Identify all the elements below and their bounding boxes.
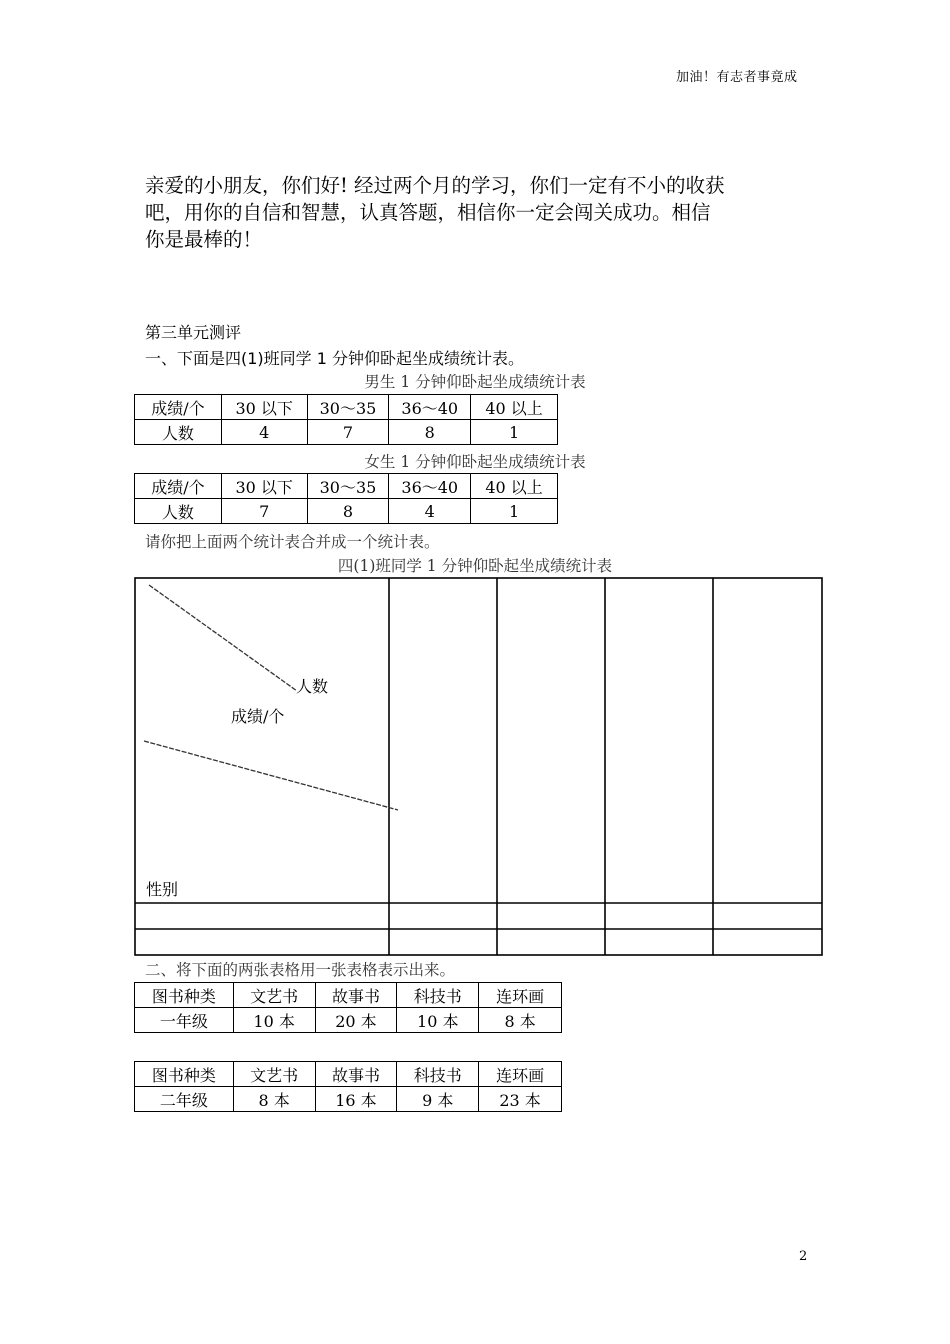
table-row xyxy=(135,499,558,524)
unit-title: 第三单元测评 xyxy=(145,323,242,342)
page-header-motto: 加油！有志者事竟成 xyxy=(676,70,798,85)
table-cell: 10 本 xyxy=(233,1008,315,1033)
table-cell: 1 xyxy=(471,499,558,524)
table-cell: 30 以下 xyxy=(221,474,307,499)
table-cell: 40 以上 xyxy=(471,474,558,499)
girls-score-table xyxy=(134,473,558,524)
table-cell: 16 本 xyxy=(315,1087,397,1112)
table-cell: 8 xyxy=(307,499,389,524)
combined-table-grid xyxy=(134,577,823,956)
table-cell: 9 本 xyxy=(397,1087,479,1112)
diagonal-line-lower xyxy=(144,741,398,810)
table-cell: 36～40 xyxy=(389,474,471,499)
page-number: 2 xyxy=(799,1249,808,1264)
table-cell: 图书种类 xyxy=(135,983,234,1008)
table-cell: 7 xyxy=(307,420,389,445)
table-cell: 故事书 xyxy=(315,1062,397,1087)
diagonal-line-upper xyxy=(149,585,297,691)
table-header-row xyxy=(135,1062,562,1087)
table-header-row xyxy=(135,474,558,499)
table-cell: 4 xyxy=(389,499,471,524)
intro-line-3: 你是最棒的！ xyxy=(145,228,263,251)
table-cell: 7 xyxy=(221,499,307,524)
intro-line-2: 吧，用你的自信和智慧，认真答题，相信你一定会闯关成功。相信 xyxy=(145,201,711,224)
table-cell: 40 以上 xyxy=(471,395,558,420)
table-cell: 图书种类 xyxy=(135,1062,234,1087)
table-cell: 8 xyxy=(389,420,471,445)
table-cell: 1 xyxy=(471,420,558,445)
count-header-label: 人数 xyxy=(296,677,329,696)
table-cell: 23 本 xyxy=(479,1087,562,1112)
table-cell: 8 本 xyxy=(233,1087,315,1112)
table-cell: 8 本 xyxy=(479,1008,562,1033)
table-cell: 人数 xyxy=(135,499,222,524)
table-row xyxy=(135,420,558,445)
table-cell: 科技书 xyxy=(397,983,479,1008)
table-header-row xyxy=(135,395,558,420)
boys-score-table xyxy=(134,394,558,445)
table-cell: 人数 xyxy=(135,420,222,445)
table-cell: 30 以下 xyxy=(221,395,307,420)
combined-table-caption: 四(1)班同学 1 分钟仰卧起坐成绩统计表 xyxy=(337,557,613,575)
table-cell: 一年级 xyxy=(135,1008,234,1033)
question-1-prompt: 一、下面是四(1)班同学 1 分钟仰卧起坐成绩统计表。 xyxy=(145,349,525,368)
table-cell: 连环画 xyxy=(479,983,562,1008)
girls-table-caption: 女生 1 分钟仰卧起坐成绩统计表 xyxy=(364,453,586,471)
combined-blank-table xyxy=(134,577,823,956)
intro-paragraph xyxy=(145,172,815,253)
table-cell: 文艺书 xyxy=(233,1062,315,1087)
table-cell: 连环画 xyxy=(479,1062,562,1087)
table-cell: 30～35 xyxy=(307,395,389,420)
table-cell: 20 本 xyxy=(315,1008,397,1033)
table-cell: 4 xyxy=(221,420,307,445)
table-cell: 二年级 xyxy=(135,1087,234,1112)
table-row xyxy=(135,1008,562,1033)
question-2-prompt: 二、将下面的两张表格用一张表格表示出来。 xyxy=(145,961,456,979)
grade2-books-table xyxy=(134,1061,562,1112)
table-cell: 30～35 xyxy=(307,474,389,499)
grade1-books-table xyxy=(134,982,562,1033)
table-cell: 36～40 xyxy=(389,395,471,420)
table-header-row xyxy=(135,983,562,1008)
boys-table-caption: 男生 1 分钟仰卧起坐成绩统计表 xyxy=(364,373,586,391)
table-cell: 科技书 xyxy=(397,1062,479,1087)
score-header-label: 成绩/个 xyxy=(231,707,285,726)
table-cell: 成绩/个 xyxy=(135,395,222,420)
intro-line-1: 亲爱的小朋友，你们好! 经过两个月的学习，你们一定有不小的收获 xyxy=(145,174,725,197)
gender-header-label: 性别 xyxy=(146,880,179,899)
table-cell: 故事书 xyxy=(315,983,397,1008)
table-cell: 10 本 xyxy=(397,1008,479,1033)
table-row xyxy=(135,1087,562,1112)
table-cell: 成绩/个 xyxy=(135,474,222,499)
table-cell: 文艺书 xyxy=(233,983,315,1008)
merge-instruction: 请你把上面两个统计表合并成一个统计表。 xyxy=(145,533,440,551)
